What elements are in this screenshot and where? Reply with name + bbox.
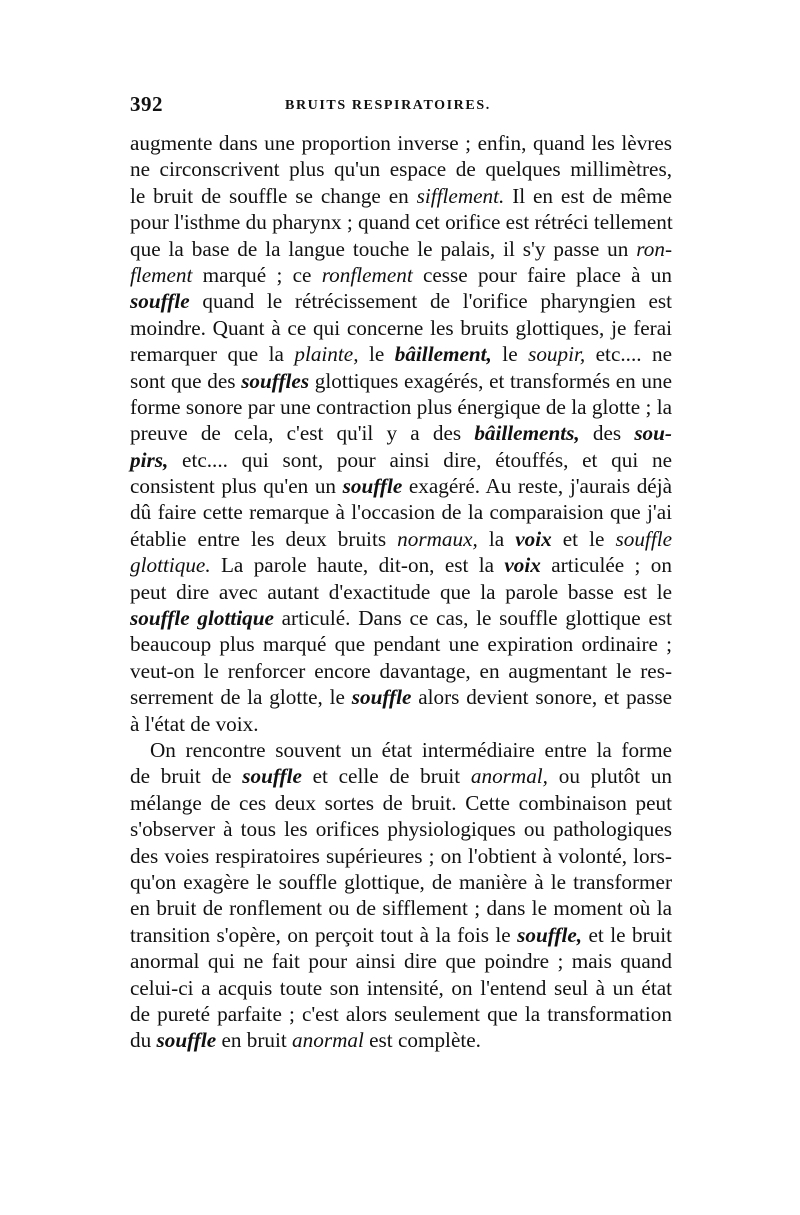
text-span: remarquer que la	[130, 342, 295, 367]
text-span: La parole haute, dit-on, est la	[210, 553, 505, 578]
emphasis-span: ronflement	[321, 262, 413, 287]
text-span: en bruit de ronflement ou de sifflement ; dans le moment où la	[130, 896, 672, 921]
emphasis-span: souffle	[351, 685, 412, 710]
text-line	[130, 236, 672, 262]
text-span: et le bruit	[582, 922, 672, 947]
emphasis-span: souffle	[342, 474, 403, 499]
emphasis-span: flement	[130, 262, 193, 287]
text-span: beaucoup plus marqué que pendant une expiration ordinaire ;	[130, 632, 672, 657]
text-line	[130, 1027, 672, 1053]
text-line	[130, 737, 672, 763]
text-span: quand le rétrécissement de l'orifice pharyngien est	[189, 289, 672, 314]
text-span: consistent plus qu'en un	[130, 474, 343, 499]
text-span: celui-ci a acquis toute son intensité, on l'entend seul à un état	[130, 975, 672, 1000]
emphasis-span: voix	[515, 526, 552, 551]
emphasis-span: souffle	[615, 526, 672, 551]
emphasis-span: anormal,	[470, 764, 548, 789]
text-line	[130, 341, 672, 367]
text-span: de bruit de	[130, 764, 243, 789]
text-span: On rencontre souvent un état intermédiaire entre la forme	[150, 737, 672, 762]
text-span: de pureté parfaite ; c'est alors seulement que la transformation	[130, 1001, 672, 1026]
text-line	[130, 368, 672, 394]
text-line	[130, 895, 672, 921]
emphasis-span: souffle	[156, 1028, 217, 1053]
text-span: établie entre les deux bruits	[130, 526, 398, 551]
text-line	[130, 948, 672, 974]
text-span: ne circonscrivent plus qu'un espace de quelques millimètres,	[130, 157, 672, 182]
text-line	[130, 1001, 672, 1027]
emphasis-span: ron-	[636, 236, 672, 261]
emphasis-span: pirs,	[130, 447, 169, 472]
emphasis-span: bâillements,	[474, 421, 580, 446]
text-span: alors devient sonore, et passe	[411, 685, 672, 710]
text-line	[130, 499, 672, 525]
page-header	[130, 92, 672, 122]
text-span: preuve de cela, c'est qu'il y a des	[130, 421, 475, 446]
emphasis-span: souffle	[242, 764, 302, 789]
text-span: anormal qui ne fait pour ainsi dire que poindre ; mais quand	[130, 949, 672, 974]
text-span: articulé. Dans ce cas, le souffle glottique est	[273, 606, 672, 631]
text-span: du	[130, 1028, 157, 1053]
text-span: à l'état de voix.	[130, 711, 259, 736]
text-line	[130, 605, 672, 631]
text-line	[130, 288, 672, 314]
text-line	[130, 262, 672, 288]
text-span: etc.... ne	[585, 342, 673, 367]
emphasis-span: normaux,	[397, 526, 478, 551]
text-line	[130, 711, 672, 737]
running-head: BRUITS RESPIRATOIRES.	[285, 98, 491, 113]
page-number: 392	[130, 92, 163, 116]
emphasis-span: voix	[504, 553, 541, 578]
emphasis-span: souffles	[241, 368, 310, 393]
text-line	[130, 552, 672, 578]
text-span: exagéré. Au reste, j'aurais déjà	[402, 474, 672, 499]
text-line	[130, 631, 672, 657]
text-span: etc.... qui sont, pour ainsi dire, étouffés, et qui ne	[168, 447, 672, 472]
emphasis-span: souffle glottique	[130, 606, 274, 631]
text-span: des	[579, 421, 635, 446]
text-line	[130, 816, 672, 842]
emphasis-span: plainte,	[294, 342, 359, 367]
text-span: et le	[551, 526, 616, 551]
text-line	[130, 975, 672, 1001]
text-span: le	[491, 342, 529, 367]
text-line	[130, 156, 672, 182]
text-span: glottiques exagérés, et transformés en une	[309, 368, 673, 393]
text-span: que la base de la langue touche le palais, il s'y passe un	[130, 236, 637, 261]
text-line	[130, 130, 672, 156]
text-span: dû faire cette remarque à l'occasion de la comparaision que j'ai	[130, 500, 672, 525]
emphasis-span: bâillement,	[394, 342, 492, 367]
text-line	[130, 790, 672, 816]
text-span: et celle de bruit	[301, 764, 471, 789]
emphasis-span: souffle,	[517, 922, 583, 947]
emphasis-span: soupir,	[528, 342, 586, 367]
text-line	[130, 869, 672, 895]
text-line	[130, 526, 672, 552]
text-line	[130, 394, 672, 420]
body-text	[130, 130, 672, 1054]
text-line	[130, 420, 672, 446]
text-line	[130, 922, 672, 948]
text-span: ou plutôt un	[547, 764, 673, 789]
text-span: moindre. Quant à ce qui concerne les bruits glottiques, je ferai	[130, 315, 672, 340]
text-span: augmente dans une proportion inverse ; enfin, quand les lèvres	[130, 131, 672, 155]
text-span: cesse pour faire place à un	[412, 262, 672, 287]
text-span: le	[358, 342, 395, 367]
text-line	[130, 209, 672, 235]
text-span: qu'on exagère le souffle glottique, de manière à le transformer	[130, 869, 672, 894]
text-span: en bruit	[216, 1028, 293, 1053]
text-line	[130, 658, 672, 684]
text-line	[130, 315, 672, 341]
text-span: forme sonore par une contraction plus énergique de la glotte ; la	[130, 394, 672, 419]
text-line	[130, 843, 672, 869]
text-span: veut-on le renforcer encore davantage, en augmentant le res-	[130, 658, 672, 683]
text-span: la	[477, 526, 516, 551]
emphasis-span: souffle	[130, 289, 190, 314]
text-span: le bruit de souffle se change en	[130, 183, 417, 208]
text-line	[130, 684, 672, 710]
emphasis-span: anormal	[292, 1028, 364, 1053]
emphasis-span: glottique.	[130, 553, 211, 578]
text-span: sont que des	[130, 368, 242, 393]
text-span: s'observer à tous les orifices physiologiques ou pathologiques	[130, 817, 672, 842]
text-span: des voies respiratoires supérieures ; on l'obtient à volonté, lors-	[130, 843, 672, 868]
text-line	[130, 473, 672, 499]
text-line	[130, 763, 672, 789]
text-line	[130, 579, 672, 605]
emphasis-span: sifflement.	[416, 183, 505, 208]
emphasis-span: sou-	[634, 421, 672, 446]
text-span: marqué ; ce	[192, 262, 322, 287]
text-span: articulée ; on	[540, 553, 672, 578]
text-span: peut dire avec autant d'exactitude que la parole basse est le	[130, 579, 672, 604]
text-line	[130, 447, 672, 473]
text-span: est complète.	[363, 1028, 481, 1053]
text-span: serrement de la glotte, le	[130, 685, 352, 710]
text-span: Il en est de même	[504, 183, 672, 208]
text-line	[130, 183, 672, 209]
text-span: mélange de ces deux sortes de bruit. Cette combinaison peut	[130, 790, 672, 815]
text-span: pour l'isthme du pharynx ; quand cet orifice est rétréci tellement	[130, 210, 673, 235]
text-span: transition s'opère, on perçoit tout à la fois le	[130, 922, 518, 947]
